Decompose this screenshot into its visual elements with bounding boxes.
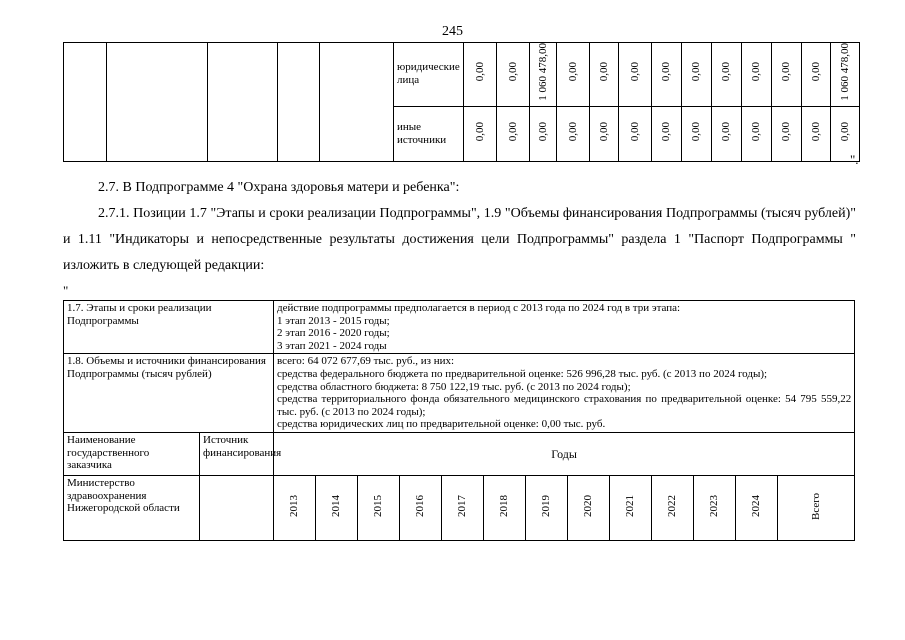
value-cell: 0,00 — [556, 106, 589, 161]
empty-cell — [64, 43, 107, 162]
funding-line: средства юридических лиц по предварительной оценке: 0,00 тыс. руб. — [277, 418, 606, 431]
year-cell: 2020 — [568, 475, 610, 540]
year-cell: 2014 — [316, 475, 358, 540]
source-cell: иные источники — [394, 106, 464, 161]
year-cell: 2017 — [442, 475, 484, 540]
table-row — [64, 432, 855, 475]
value-cell: 0,00 — [741, 43, 771, 107]
value-cell: 0,00 — [711, 106, 741, 161]
table-row — [64, 475, 855, 540]
value-cell: 0,00 — [651, 43, 681, 107]
value-cell: 0,00 — [496, 106, 529, 161]
table-row — [64, 354, 855, 433]
stages-line: действие подпрограммы предполагается в период с 2013 года по 2024 год в три этапа: — [277, 302, 681, 314]
stages-label: 1.7. Этапы и сроки реализации Подпрограммы — [64, 301, 274, 354]
customer-header: Наименование государственного заказчика — [64, 432, 200, 475]
stages-content — [274, 301, 855, 354]
value-cell: 0,00 — [801, 106, 830, 161]
value-cell: 0,00 — [463, 106, 496, 161]
value-cell: 1 060 478,00 — [830, 43, 859, 107]
value-cell: 1 060 478,00 — [529, 43, 556, 107]
empty-cell — [320, 43, 394, 162]
stages-line: 1 этап 2013 - 2015 годы; — [277, 314, 390, 327]
funding-line: всего: 64 072 677,69 тыс. руб., из них: — [277, 355, 455, 368]
funding-line: средства областного бюджета: 8 750 122,19 тыс. руб. (с 2013 по 2024 годы); — [277, 380, 631, 393]
empty-cell — [278, 43, 320, 162]
year-cell: 2018 — [484, 475, 526, 540]
ministry-cell: Министерство здравоохранения Нижегородской области — [64, 475, 200, 540]
year-cell: 2016 — [400, 475, 442, 540]
value-cell: 0,00 — [556, 43, 589, 107]
value-cell: 0,00 — [711, 43, 741, 107]
section-heading: 2.7. В Подпрограмме 4 "Охрана здоровья матери и ребенка": — [98, 180, 460, 195]
closing-quote: ". — [850, 152, 859, 167]
section-paragraph: 2.7.1. Позиции 1.7 "Этапы и сроки реализации Подпрограммы", 1.9 "Объемы финансирования Подпрограммы (тысяч рублей)" и 1.11 "Индикаторы и непосредственные результаты достижения цели Подпрограммы" раздела 1 "Паспорт Подпрограммы " изложить в следующей редакции: — [63, 206, 856, 273]
year-cell: 2021 — [610, 475, 652, 540]
year-cell: 2022 — [652, 475, 694, 540]
value-cell: 0,00 — [589, 106, 618, 161]
funding-content — [274, 354, 855, 433]
funding-continuation-table — [63, 42, 860, 162]
funding-line: средства федерального бюджета по предварительной оценке: 526 996,28 тыс. руб. (с 2013 по 2024 годы); — [277, 367, 768, 380]
value-cell: 0,00 — [618, 43, 651, 107]
year-cell: 2024 — [736, 475, 778, 540]
value-cell: 0,00 — [651, 106, 681, 161]
funding-line: средства территориального фонда обязательного медицинского страхования по предварительной оценке: 54 795 559,22 тыс. руб. (с 2013 по 2024 годы); — [277, 393, 852, 418]
stages-line: 2 этап 2016 - 2020 годы; — [277, 327, 390, 340]
value-cell: 0,00 — [589, 43, 618, 107]
years-header: Годы — [274, 432, 855, 475]
value-cell: 0,00 — [741, 106, 771, 161]
empty-cell — [107, 43, 208, 162]
year-cell: 2015 — [358, 475, 400, 540]
value-cell: 0,00 — [771, 43, 801, 107]
value-cell: 0,00 — [801, 43, 830, 107]
value-cell: 0,00 — [618, 106, 651, 161]
value-cell: 0,00 — [681, 106, 711, 161]
source-header: Источник финансирования — [200, 432, 274, 475]
value-cell: 0,00 — [529, 106, 556, 161]
value-cell: 0,00 — [496, 43, 529, 107]
value-cell: 0,00 — [830, 106, 859, 161]
table-row — [64, 43, 860, 107]
page-number: 245 — [442, 24, 463, 39]
value-cell: 0,00 — [771, 106, 801, 161]
table-row — [64, 301, 855, 354]
stages-line: 3 этап 2021 - 2024 годы — [277, 339, 387, 352]
source-cell: юридические лица — [394, 43, 464, 107]
opening-quote: " — [63, 283, 69, 298]
total-cell: Всего — [778, 475, 855, 540]
year-cell: 2023 — [694, 475, 736, 540]
year-cell: 2013 — [274, 475, 316, 540]
year-cell: 2019 — [526, 475, 568, 540]
funding-label: 1.8. Объемы и источники финансирования Подпрограммы (тысяч рублей) — [64, 354, 274, 433]
empty-cell — [200, 475, 274, 540]
empty-cell — [208, 43, 278, 162]
passport-table — [63, 300, 855, 541]
value-cell: 0,00 — [463, 43, 496, 107]
value-cell: 0,00 — [681, 43, 711, 107]
